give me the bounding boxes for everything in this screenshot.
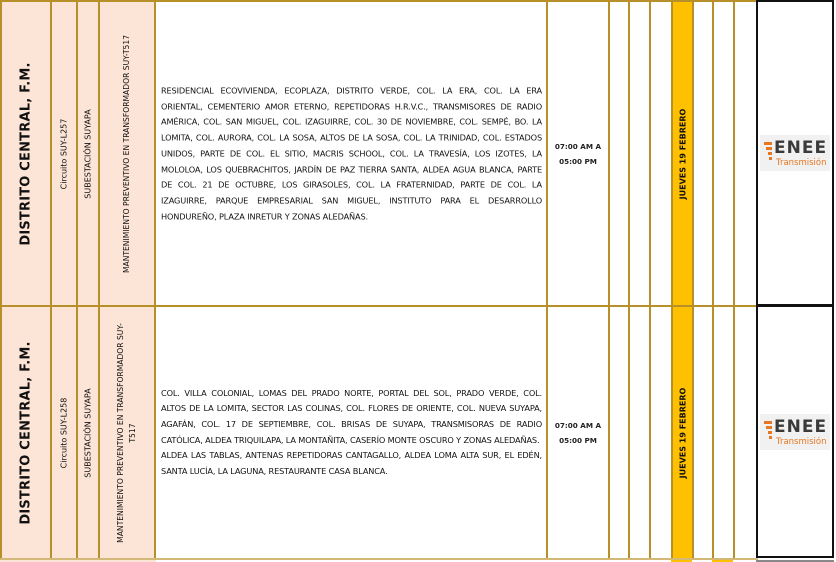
empty-cell (649, 307, 671, 558)
date-label: JUEVES 19 FEBRERO (678, 387, 687, 478)
date-cell (671, 307, 692, 558)
district-cell (0, 2, 50, 306)
work-cell (98, 307, 156, 558)
logo-subtitle: Transmisión (776, 158, 827, 168)
work-description: MANTENIMIENTO PREVENTIVO EN TRANSFORMADOR SUY-T517 (122, 34, 131, 274)
substation-label: SUBESTACIÓN SUYAPA (83, 109, 93, 199)
time-start: 07:00 AM A (554, 142, 602, 151)
substation-label: SUBESTACIÓN SUYAPA (83, 387, 93, 478)
affected-areas-paragraph: ALDEA LAS TABLAS, ANTENAS REPETIDORAS CANTAGALLO, ALDEA LOMA ALTA SUR, EL EDÉN, SANTA LUCÍA, LA LAGUNA, RESTAURANTE CASA BLANCA. (161, 450, 542, 476)
affected-areas-cell (156, 2, 546, 306)
work-description (115, 323, 139, 543)
time-end: 05:00 PM (559, 435, 597, 445)
empty-cell (628, 2, 649, 306)
affected-areas-text (161, 83, 542, 224)
time-start: 07:00 AM A (554, 420, 602, 430)
empty-cell (692, 2, 712, 306)
work-cell (98, 2, 156, 306)
circuit-label: Circuito SUY-L258 (59, 397, 69, 468)
district-label: DISTRITO CENTRAL, F.M. (18, 340, 34, 525)
work-description-line: T517 (128, 422, 137, 443)
circuit-cell (50, 307, 76, 558)
enee-logo (760, 135, 830, 171)
empty-cell (712, 2, 733, 306)
logo-cell (756, 305, 834, 558)
substation-cell (76, 2, 98, 306)
time-cell (546, 2, 608, 306)
time-range (548, 418, 608, 448)
affected-areas-paragraph: RESIDENCIAL ECOVIVIENDA, ECOPLAZA, DISTRITO VERDE, COL. LA ERA, COL. LA ERA ORIENTAL, CEMENTERIO AMOR ETERNO, REPETIDORAS H.R.V.C., TRANSMISORES DE RADIO AMÉRICA, COL. SAN MIGUEL, COL. IZAGUIRRE, COL. 30 DE NOVIEMBRE, COL. SEMPÉ, BO. LA LOMITA, COL. AURORA, COL. LA SOSA, ALTOS DE LA SOSA, COL. LA TRINIDAD, COL. ESTADOS UNIDOS, PARTE DE COL. EL SITIO, MACRIS SCHOOL, COL. LA TRAVESÍA, LOS IZOTES, LA MOLOLOA, LOS QUEBRACHITOS, JARDÍN DE PAZ TIERRA SANTA, ALDEA AGUA BLANCA, PARTE DE COL. 21 DE OCTUBRE, LOS GIRASOLES, COL. LA FRATERNIDAD, PARTE DE COL. LA IZAGUIRRE, PARQUE EMPRESARIAL SAN MIGUEL, INSTITUTO PARA EL DESARROLLO HONDUREÑO, PLAZA INRETUR Y ZONAS ALEDAÑAS. (161, 85, 542, 221)
table-row (0, 2, 836, 306)
logo-title: ENEE (774, 138, 828, 158)
district-cell (0, 307, 50, 558)
date-label: JUEVES 19 FEBRERO (678, 108, 687, 200)
enee-bars-icon (764, 142, 772, 164)
enee-logo (760, 414, 830, 450)
empty-cell (712, 307, 733, 558)
empty-cell (733, 2, 756, 306)
time-cell (546, 307, 608, 558)
time-end: 05:00 PM (559, 157, 597, 166)
logo-title: ENEE (774, 416, 828, 437)
time-range (548, 139, 608, 169)
empty-cell (608, 2, 628, 306)
table-row (0, 307, 836, 558)
empty-cell (692, 307, 712, 558)
circuit-label: Circuito SUY-L257 (59, 118, 69, 190)
empty-cell (628, 307, 649, 558)
affected-areas-text (161, 385, 542, 479)
enee-bars-icon (764, 421, 772, 443)
affected-areas-cell (156, 307, 546, 558)
district-label: DISTRITO CENTRAL, F.M. (18, 62, 34, 246)
empty-cell (733, 307, 756, 558)
circuit-cell (50, 2, 76, 306)
date-cell (671, 2, 692, 306)
logo-subtitle: Transmisión (776, 436, 827, 447)
empty-cell (649, 2, 671, 306)
logo-cell (756, 0, 834, 306)
work-description-line: MANTENIMIENTO PREVENTIVO EN TRANSFORMADOR SUY- (116, 322, 125, 543)
empty-cell (608, 307, 628, 558)
substation-cell (76, 307, 98, 558)
affected-areas-paragraph: COL. VILLA COLONIAL, LOMAS DEL PRADO NORTE, PORTAL DEL SOL, PRADO VERDE, COL. ALTOS DE LA LOMITA, SECTOR LAS COLINAS, COL. FLORES DE ORIENTE, COL. NUEVA SUYAPA, AGAFÁN, COL. 17 DE SEPTIEMBRE, COL. BRISAS DE SUYAPA, TRANSMISORAS DE RADIO CATÓLICA, ALDEA TRIQUILAPA, LA MONTAÑITA, CASERÍO MONTE OSCURO Y ZONAS ALEDAÑAS. (161, 387, 542, 445)
